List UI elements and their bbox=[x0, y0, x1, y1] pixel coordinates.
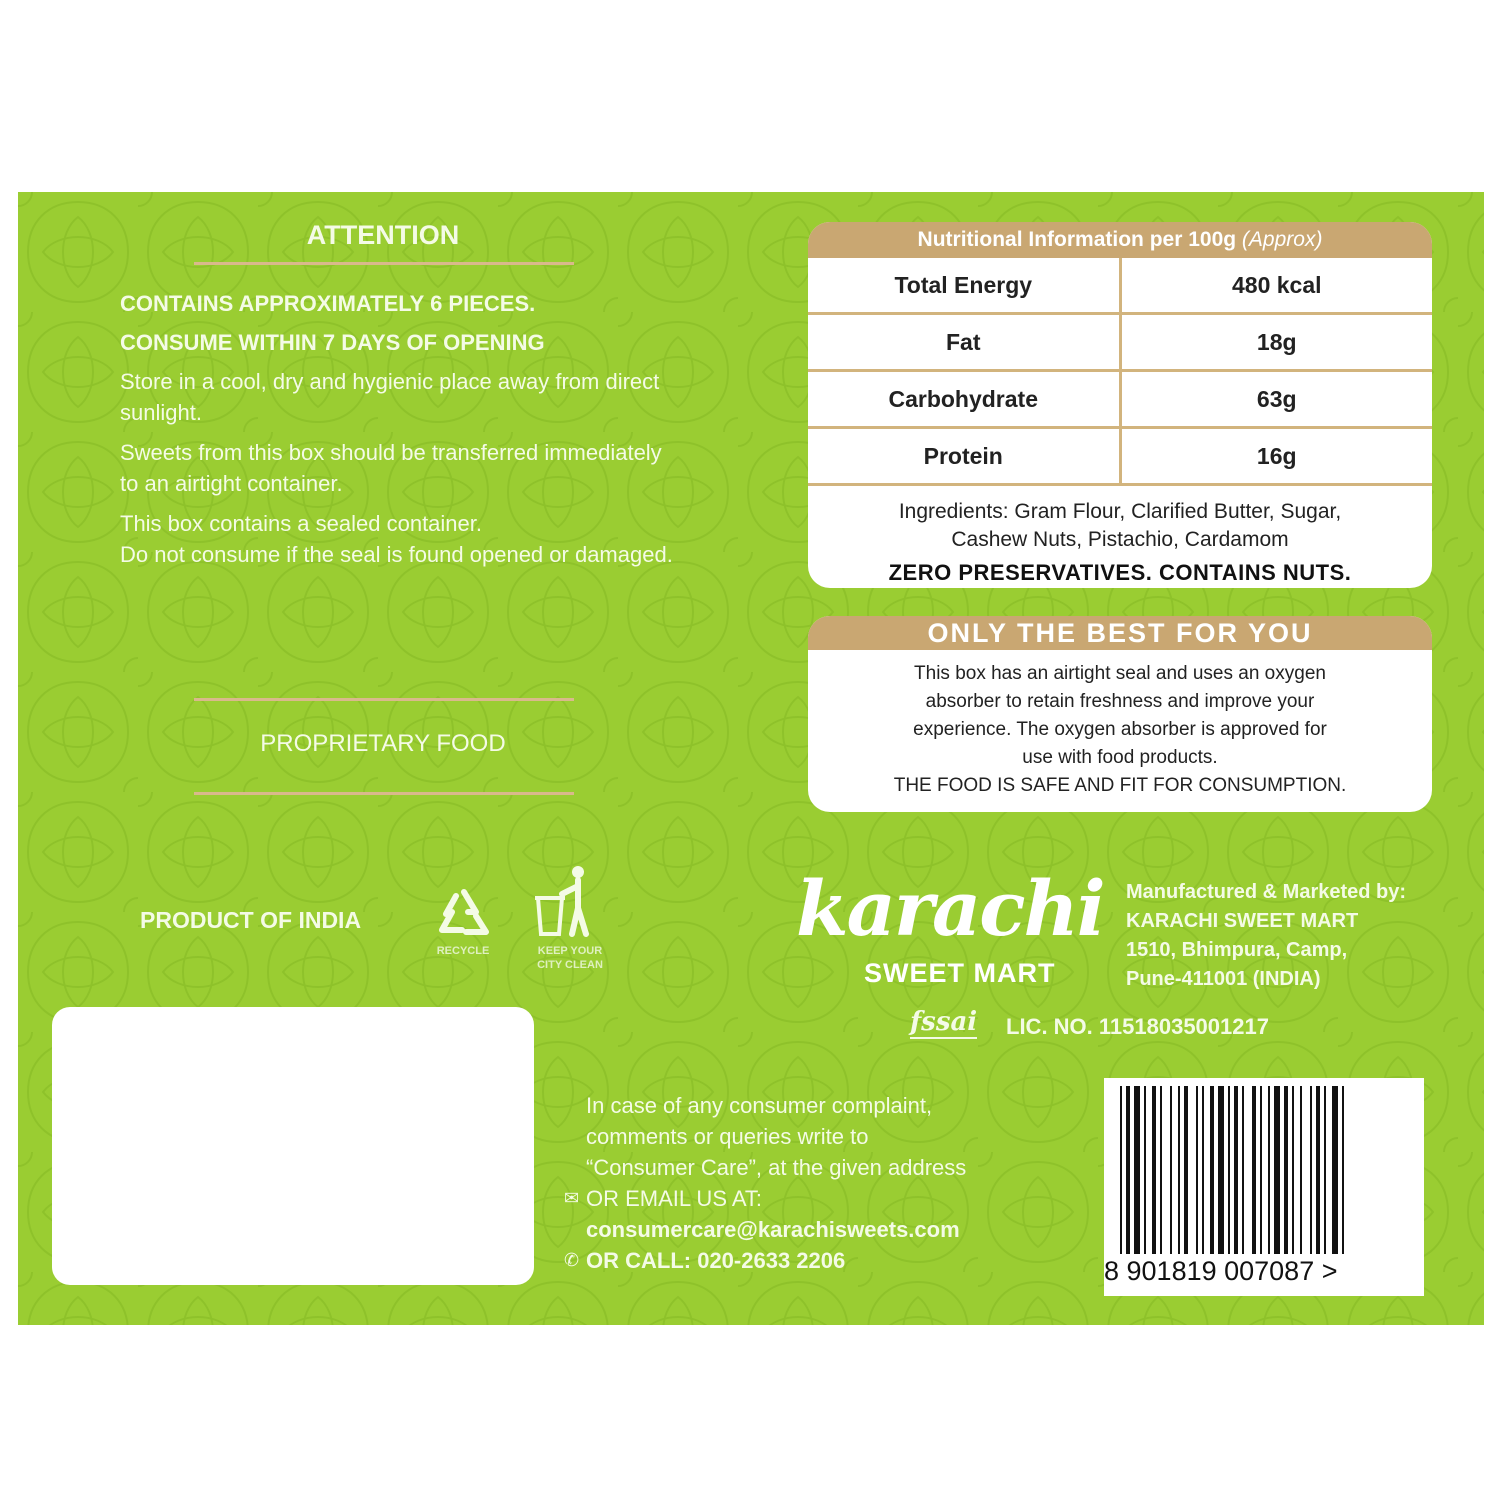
attention-divider bbox=[194, 262, 574, 265]
manufacturer-label: Manufactured & Marketed by: bbox=[1126, 881, 1407, 903]
barcode-bar bbox=[1202, 1086, 1204, 1254]
consumer-phone: OR CALL: 020-2633 2206 bbox=[586, 1248, 846, 1273]
attention-title: ATTENTION bbox=[306, 220, 460, 250]
best-for-you-card bbox=[808, 616, 1432, 812]
barcode-bar bbox=[1260, 1086, 1262, 1254]
phone-icon: ✆ bbox=[564, 1250, 580, 1270]
keep-city-clean-line-2: CITY CLEAN bbox=[537, 959, 603, 971]
barcode-bar bbox=[1292, 1086, 1294, 1254]
barcode-bar bbox=[1170, 1086, 1172, 1254]
attention-instructions bbox=[120, 288, 680, 579]
sealed-note: This box contains a sealed container. bbox=[120, 511, 483, 536]
best-line-3: experience. The oxygen absorber is approved for bbox=[913, 719, 1327, 740]
proprietary-divider-bottom bbox=[194, 792, 574, 795]
table-row bbox=[808, 371, 1432, 428]
barcode-bar bbox=[1332, 1086, 1338, 1254]
barcode-bar bbox=[1134, 1086, 1140, 1254]
brand-logo-tagline: SWEET MART bbox=[864, 958, 1056, 988]
nutrient-value: 480 kcal bbox=[1120, 258, 1432, 314]
nutrient-name: Carbohydrate bbox=[808, 371, 1120, 428]
barcode-bar bbox=[1284, 1086, 1288, 1254]
table-row bbox=[808, 428, 1432, 485]
consumer-email-address: consumercare@karachisweets.com bbox=[586, 1217, 960, 1242]
best-line-4: use with food products. bbox=[1022, 747, 1218, 768]
barcode-bar bbox=[1274, 1086, 1280, 1254]
license-number: LIC. NO. 11518035001217 bbox=[1006, 1014, 1269, 1039]
pieces-count: CONTAINS APPROXIMATELY 6 PIECES. bbox=[120, 291, 536, 316]
keep-city-clean-label bbox=[520, 944, 620, 972]
consume-window: CONSUME WITHIN 7 DAYS OF OPENING bbox=[120, 330, 545, 355]
consumer-line-2: comments or queries write to bbox=[586, 1124, 869, 1149]
zero-preservatives-note: ZERO PRESERVATIVES. CONTAINS NUTS. bbox=[888, 560, 1352, 585]
barcode-bar bbox=[1234, 1086, 1238, 1254]
blank-label-area bbox=[52, 1007, 534, 1285]
barcode-bar bbox=[1324, 1086, 1326, 1254]
recycle-label: RECYCLE bbox=[436, 945, 490, 957]
seal-warning: Do not consume if the seal is found opened or damaged. bbox=[120, 542, 673, 567]
barcode-bar bbox=[1300, 1086, 1302, 1254]
proprietary-divider-top bbox=[194, 698, 574, 701]
manufacturer-address-1: 1510, Bhimpura, Camp, bbox=[1126, 939, 1348, 961]
nutrition-header bbox=[808, 222, 1432, 258]
ingredients-line-1: Ingredients: Gram Flour, Clarified Butter, Sugar, bbox=[898, 500, 1342, 523]
email-icon: ✉ bbox=[564, 1188, 580, 1208]
barcode-bar bbox=[1152, 1086, 1156, 1254]
barcode-bar bbox=[1178, 1086, 1180, 1254]
manufacturer-address-2: Pune-411001 (INDIA) bbox=[1126, 968, 1321, 990]
keep-city-clean-icon bbox=[532, 864, 602, 944]
package-back-panel bbox=[18, 192, 1484, 1325]
best-line-2: absorber to retain freshness and improve your bbox=[925, 691, 1315, 712]
table-row bbox=[808, 314, 1432, 371]
nutrition-header-title: Nutritional Information per 100g bbox=[917, 228, 1242, 251]
nutrient-value: 63g bbox=[1120, 371, 1432, 428]
best-for-you-title: ONLY THE BEST FOR YOU bbox=[808, 616, 1432, 650]
storage-instruction: Store in a cool, dry and hygienic place away from direct sunlight. bbox=[120, 369, 660, 425]
best-line-1: This box has an airtight seal and uses an oxygen bbox=[914, 663, 1326, 684]
consumer-care-info bbox=[564, 1090, 967, 1276]
table-row bbox=[808, 258, 1432, 314]
barcode-bar bbox=[1342, 1086, 1344, 1254]
nutrition-table bbox=[808, 258, 1432, 486]
barcode-bar bbox=[1310, 1086, 1312, 1254]
manufacturer-company: KARACHI SWEET MART bbox=[1126, 910, 1359, 932]
barcode-bar bbox=[1160, 1086, 1162, 1254]
nutrient-name: Fat bbox=[808, 314, 1120, 371]
nutrient-name: Total Energy bbox=[808, 258, 1120, 314]
barcode-bar bbox=[1144, 1086, 1146, 1254]
barcode-bar bbox=[1126, 1086, 1130, 1254]
product-of-india: PRODUCT OF INDIA bbox=[140, 907, 362, 933]
best-line-5: THE FOOD IS SAFE AND FIT FOR CONSUMPTION. bbox=[893, 775, 1347, 796]
nutrient-value: 16g bbox=[1120, 428, 1432, 485]
barcode-bar bbox=[1218, 1086, 1224, 1254]
barcode-bar bbox=[1210, 1086, 1214, 1254]
barcode bbox=[1104, 1078, 1424, 1296]
ingredients-line-2: Cashew Nuts, Pistachio, Cardamom bbox=[951, 528, 1289, 551]
consumer-email-label: OR EMAIL US AT: bbox=[586, 1186, 763, 1211]
consumer-line-1: In case of any consumer complaint, bbox=[586, 1093, 933, 1118]
best-for-you-body bbox=[808, 650, 1432, 800]
barcode-bar bbox=[1252, 1086, 1256, 1254]
keep-city-clean-line-1: KEEP YOUR bbox=[537, 945, 603, 957]
barcode-bar bbox=[1196, 1086, 1198, 1254]
fssai-logo: fssai bbox=[910, 1007, 978, 1037]
barcode-bar bbox=[1268, 1086, 1270, 1254]
proprietary-food-label: PROPRIETARY FOOD bbox=[260, 730, 506, 757]
brand-logo-wordmark: karachi bbox=[796, 864, 1104, 953]
nutrient-value: 18g bbox=[1120, 314, 1432, 371]
recycle-icon bbox=[432, 888, 496, 940]
manufacturer-info bbox=[1126, 878, 1406, 994]
nutrient-name: Protein bbox=[808, 428, 1120, 485]
nutrition-header-note: (Approx) bbox=[1241, 228, 1323, 251]
barcode-bar bbox=[1120, 1086, 1122, 1254]
barcode-bar bbox=[1316, 1086, 1320, 1254]
barcode-number: 8 901819 007087 > bbox=[1104, 1256, 1338, 1286]
ingredients-list bbox=[808, 486, 1432, 554]
transfer-instruction: Sweets from this box should be transferred immediately to an airtight container. bbox=[120, 440, 662, 496]
barcode-bar bbox=[1184, 1086, 1188, 1254]
consumer-line-3: “Consumer Care”, at the given address bbox=[586, 1155, 967, 1180]
barcode-bar bbox=[1228, 1086, 1230, 1254]
barcode-bar bbox=[1242, 1086, 1244, 1254]
barcode-bars bbox=[1116, 1086, 1412, 1254]
nutrition-card bbox=[808, 222, 1432, 588]
